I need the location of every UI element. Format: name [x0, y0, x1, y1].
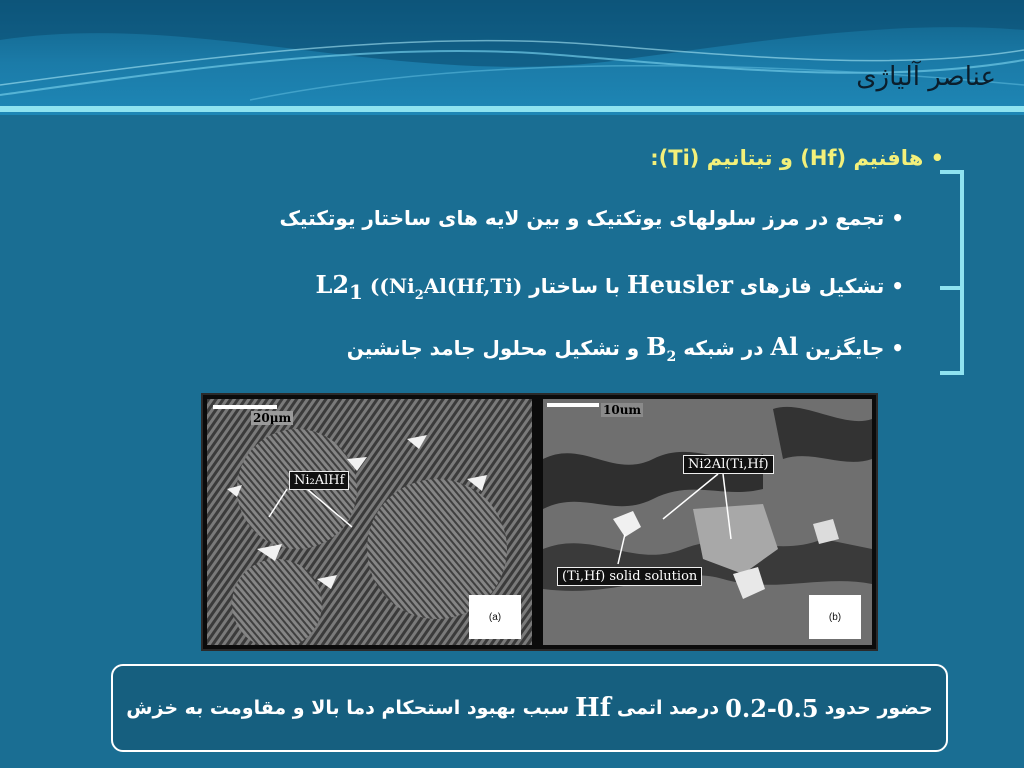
lattice-subscript: 2 [666, 348, 677, 365]
aluminum-symbol: Al [770, 332, 799, 361]
note-element: Hf [575, 693, 611, 723]
callout-solid-solution: (Ti,Hf) solid solution [557, 567, 702, 586]
scale-bar-label-b: 10um [603, 403, 642, 417]
sub-bullet-pre: جایگزین [798, 336, 885, 360]
bullet-marker: • [891, 206, 904, 230]
callout-ni2alhf: Ni₂AlHf [289, 471, 349, 490]
lattice-letter: B [646, 332, 667, 361]
sub-bullet-mid: در شبکه [676, 336, 764, 360]
slide-header [0, 0, 1024, 115]
sub-bullet-1 [279, 206, 904, 230]
phase-formula-subscript: 2 [414, 287, 424, 303]
main-bullet [650, 146, 944, 170]
main-bullet-text: هافنیم (Hf) و تیتانیم (Ti): [650, 146, 924, 170]
note-mid: درصد اتمی [616, 697, 720, 719]
bullet-marker: • [930, 146, 944, 170]
micrograph-figure [201, 393, 878, 651]
micrograph-panel-a [207, 399, 532, 645]
panel-tag-a: (a) [469, 595, 521, 639]
grouping-bracket [938, 170, 966, 375]
note-range: 0.2-0.5 [725, 693, 819, 723]
sub-bullet-mid: با ساختار [522, 274, 621, 298]
wave-decoration [0, 0, 1024, 115]
structure-subscript: 1 [349, 279, 363, 304]
bullet-marker: • [891, 336, 904, 360]
structure-formula [315, 270, 523, 304]
sub-bullet-text: تجمع در مرز سلولهای یوتکتیک و بین لایه های ساختار یوتکتیک [279, 206, 885, 230]
phase-formula-open: ((Ni [362, 274, 415, 298]
sub-bullet-pre: تشکیل فازهای [732, 274, 885, 298]
bullet-marker: • [891, 274, 904, 298]
note-pre: حضور حدود [824, 697, 933, 719]
callout-ni2al-ti-hf: Ni2Al(Ti,Hf) [683, 455, 774, 474]
lattice-symbol [646, 332, 677, 365]
header-divider [0, 106, 1024, 112]
scale-bar-label-a: 20µm [253, 411, 292, 425]
slide-title: عناصر آلیاژی [856, 62, 996, 92]
structure-symbol: L2 [315, 270, 350, 299]
phase-formula-rest: Al(Hf,Ti) [423, 274, 523, 298]
sub-bullet-2 [315, 270, 904, 304]
panel-tag-b: (b) [809, 595, 861, 639]
heusler-term: Heusler [627, 270, 733, 299]
sub-bullet-3 [347, 332, 904, 365]
note-box [111, 664, 948, 752]
micrograph-panel-b [543, 399, 872, 645]
note-post: سبب بهبود استحکام دما بالا و مقاومت به خزش [126, 697, 570, 719]
sub-bullet-post: و تشکیل محلول جامد جانشین [346, 336, 640, 360]
